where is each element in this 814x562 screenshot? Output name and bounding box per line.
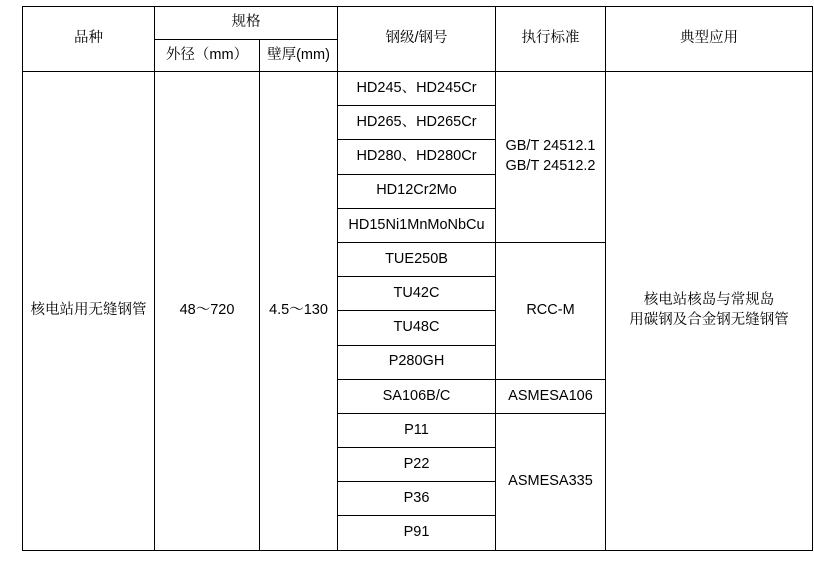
application-line: 核电站核岛与常规岛 xyxy=(643,292,775,309)
product-spec-table xyxy=(22,6,813,551)
cell-outer-diameter: 48～720 xyxy=(155,72,260,551)
cell-grade: P91 xyxy=(338,516,496,550)
cell-standard xyxy=(496,242,606,379)
application-line: 用碳钢及合金钢无缝钢管 xyxy=(629,311,789,328)
cell-grade: SA106B/C xyxy=(338,379,496,413)
table-row xyxy=(23,72,813,106)
cell-grade: P36 xyxy=(338,482,496,516)
cell-variety: 核电站用无缝钢管 xyxy=(23,72,155,551)
cell-grade: P11 xyxy=(338,413,496,447)
cell-grade: HD265、HD265Cr xyxy=(338,106,496,140)
cell-grade: HD245、HD245Cr xyxy=(338,72,496,106)
header-variety: 品种 xyxy=(23,7,155,72)
cell-grade: TU48C xyxy=(338,311,496,345)
standard-line: GB/T 24512.1 xyxy=(505,138,596,155)
cell-wall-thickness: 4.5～130 xyxy=(260,72,338,551)
standard-line: RCC-M xyxy=(526,302,575,319)
cell-grade: TUE250B xyxy=(338,242,496,276)
header-outer-diameter: 外径（mm） xyxy=(155,40,260,72)
cell-grade: HD280、HD280Cr xyxy=(338,140,496,174)
cell-application xyxy=(606,72,813,551)
header-wall-thickness: 壁厚(mm) xyxy=(260,40,338,72)
header-spec-group: 规格 xyxy=(155,7,338,40)
standard-line: ASMESA106 xyxy=(508,387,593,404)
standard-line: ASMESA335 xyxy=(508,472,593,489)
cell-grade: TU42C xyxy=(338,277,496,311)
cell-grade: HD15Ni1MnMoNbCu xyxy=(338,208,496,242)
cell-standard xyxy=(496,379,606,413)
cell-grade: P22 xyxy=(338,448,496,482)
cell-standard xyxy=(496,72,606,243)
cell-grade: P280GH xyxy=(338,345,496,379)
header-grade: 钢级/钢号 xyxy=(338,7,496,72)
table-header-row xyxy=(23,7,813,40)
cell-grade: HD12Cr2Mo xyxy=(338,174,496,208)
header-application: 典型应用 xyxy=(606,7,813,72)
cell-standard xyxy=(496,413,606,550)
standard-line: GB/T 24512.2 xyxy=(505,157,596,174)
header-standard: 执行标准 xyxy=(496,7,606,72)
